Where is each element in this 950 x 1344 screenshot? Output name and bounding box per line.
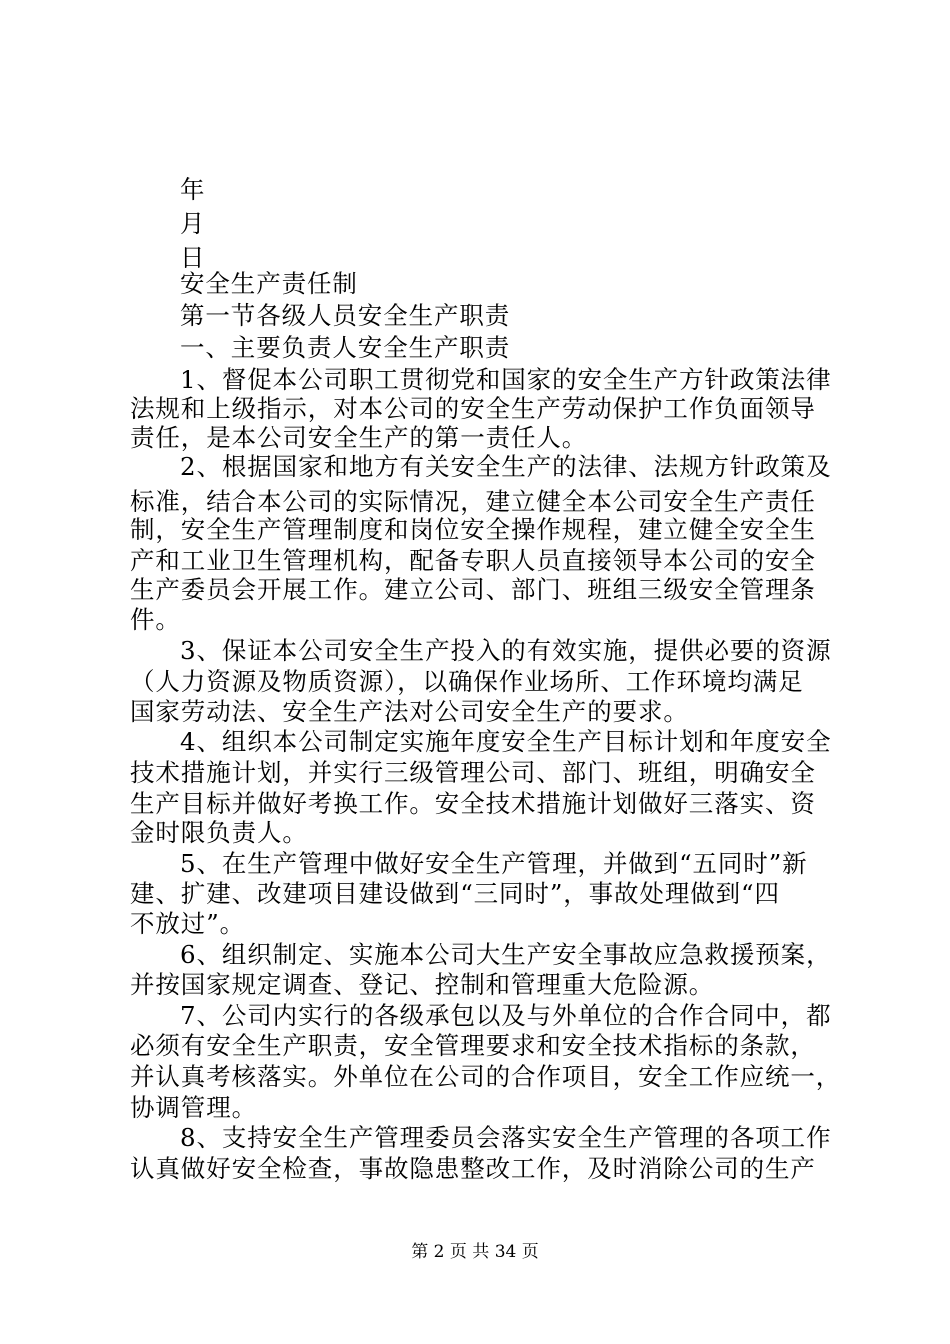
paragraph-line: 7、公司内实行的各级承包以及与外单位的合作合同中，都 (180, 1001, 832, 1030)
text-line-month: 月 (180, 209, 206, 238)
paragraph-line: 协调管理。 (130, 1093, 257, 1122)
page-number-footer: 第 2 页 共 34 页 (411, 1242, 539, 1262)
paragraph-line: 法规和上级指示，对本公司的安全生产劳动保护工作负面领导 (130, 394, 816, 423)
paragraph-line: 6、组织制定、实施本公司大生产安全事故应急救援预案， (180, 940, 832, 969)
paragraph-line: 件。 (130, 605, 181, 634)
paragraph-line: 不放过”。 (130, 909, 246, 938)
paragraph-line: （人力资源及物质资源），以确保作业场所、工作环境均满足 (130, 667, 804, 696)
text-line-year: 年 (180, 175, 206, 204)
paragraph-line: 8、支持安全生产管理委员会落实安全生产管理的各项工作 (180, 1123, 832, 1152)
paragraph-line: 并认真考核落实。外单位在公司的合作项目，安全工作应统一， (130, 1062, 842, 1091)
paragraph-line: 必须有安全生产职责，安全管理要求和安全技术指标的条款， (130, 1031, 816, 1060)
paragraph-line: 2、根据国家和地方有关安全生产的法律、法规方针政策及 (180, 452, 832, 481)
paragraph-line: 生产目标并做好考换工作。安全技术措施计划做好三落实、资 (130, 789, 816, 818)
paragraph-line: 责任，是本公司安全生产的第一责任人。 (130, 423, 588, 452)
paragraph-line: 3、保证本公司安全生产投入的有效实施，提供必要的资源 (180, 636, 832, 665)
paragraph-line: 生产委员会开展工作。建立公司、部门、班组三级安全管理条 (130, 575, 816, 604)
paragraph-line: 国家劳动法、安全生产法对公司安全生产的要求。 (130, 697, 689, 726)
paragraph-line: 技术措施计划，并实行三级管理公司、部门、班组，明确安全 (130, 758, 816, 787)
text-line-day: 日 (180, 243, 206, 272)
paragraph-line: 并按国家规定调查、登记、控制和管理重大危险源。 (130, 970, 715, 999)
paragraph-line: 产和工业卫生管理机构，配备专职人员直接领导本公司的安全 (130, 546, 816, 575)
paragraph-line: 1、督促本公司职工贯彻党和国家的安全生产方针政策法律 (180, 365, 832, 394)
chapter-heading: 第一节各级人员安全生产职责 (180, 301, 511, 330)
paragraph-line: 5、在生产管理中做好安全生产管理，并做到“五同时”新 (180, 849, 808, 878)
paragraph-line: 标准，结合本公司的实际情况，建立健全本公司安全生产责任 (130, 487, 816, 516)
paragraph-line: 建、扩建、改建项目建设做到“三同时”，事故处理做到“四 (130, 879, 780, 908)
paragraph-line: 金时限负责人。 (130, 818, 308, 847)
paragraph-line: 制，安全生产管理制度和岗位安全操作规程，建立健全安全生 (130, 515, 816, 544)
paragraph-line: 认真做好安全检查，事故隐患整改工作，及时消除公司的生产 (130, 1154, 816, 1183)
paragraph-line: 4、组织本公司制定实施年度安全生产目标计划和年度安全 (180, 727, 832, 756)
section-title: 安全生产责任制 (180, 269, 358, 298)
subsection-heading: 一、主要负责人安全生产职责 (180, 333, 511, 362)
